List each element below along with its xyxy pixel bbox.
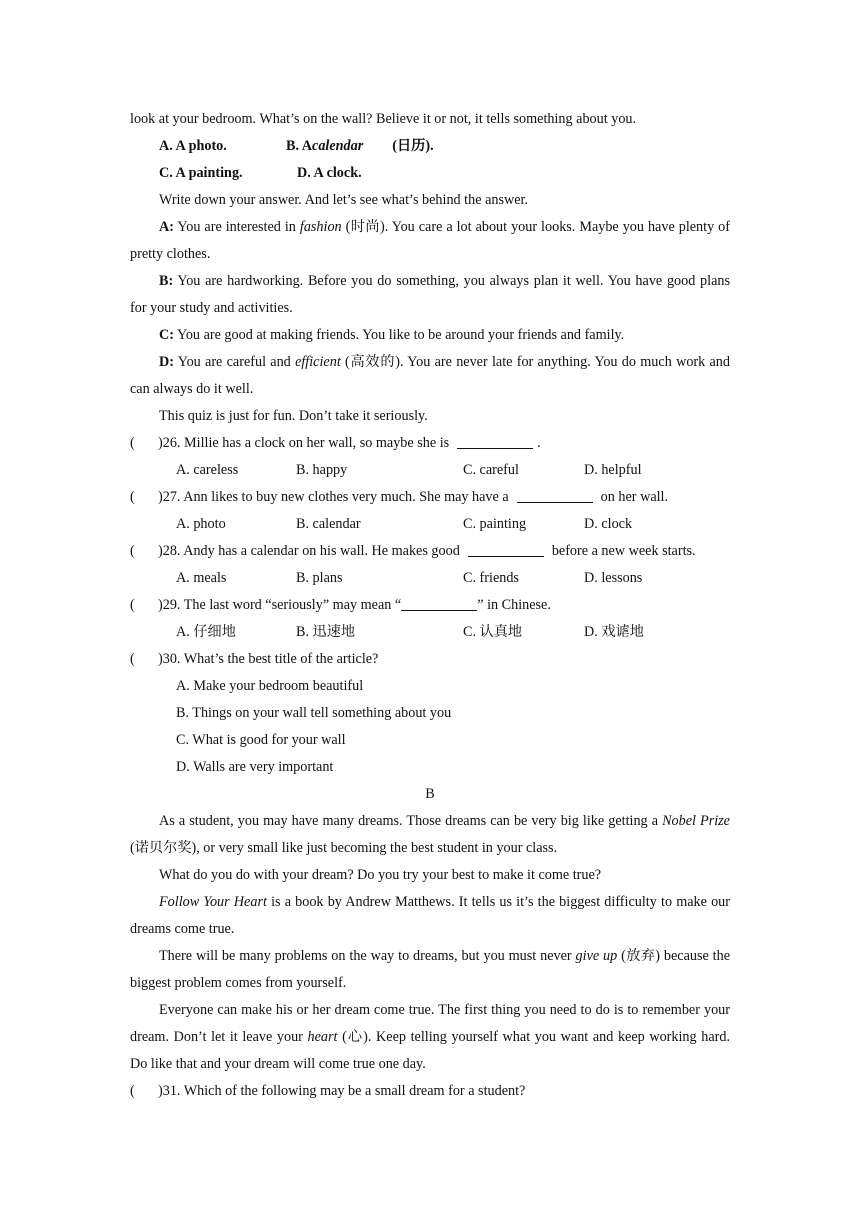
choice: C. 认真地 [463, 624, 523, 640]
answer-paren[interactable]: ( [130, 435, 135, 451]
answer-paren[interactable]: ( [130, 651, 135, 667]
section-b-paragraph-4: There will be many problems on the way to dreams, but you must never give up (放弃) because the biggest problem comes from yourself. [130, 948, 730, 991]
question-30-choice-c: C. What is good for your wall [176, 732, 346, 748]
question-30: ( )30. What’s the best title of the article? [130, 646, 730, 673]
document-page [130, 106, 730, 1105]
choice: A. photo [176, 516, 226, 532]
question-30-choice-d: D. Walls are very important [176, 759, 334, 775]
passage-line: look at your bedroom. What’s on the wall? Believe it or not, it tells something about you. [130, 111, 637, 127]
option-c: C. A painting. [159, 165, 243, 181]
question-28-choices [130, 565, 730, 592]
choice: D. 戏谑地 [584, 624, 644, 640]
choice: B. plans [296, 570, 343, 586]
question-28: ( )28. Andy has a calendar on his wall. He makes good before a new week starts. [130, 538, 730, 565]
option-d: D. A clock. [297, 165, 362, 181]
section-b-paragraph-3: Follow Your Heart is a book by Andrew Matthews. It tells us it’s the biggest difficulty to make our dreams come true. [130, 894, 730, 937]
question-30-choice-b: B. Things on your wall tell something about you [176, 705, 452, 721]
question-29-choices [130, 619, 730, 646]
answer-d-paragraph: D: You are careful and efficient (高效的). You are never late for anything. You do much work and can always do it well. [130, 354, 730, 397]
question-27: ( )27. Ann likes to buy new clothes very much. She may have a on her wall. [130, 484, 730, 511]
choice: D. clock [584, 516, 633, 532]
choice: C. friends [463, 570, 519, 586]
option-a: A. A photo. [159, 138, 227, 154]
answer-blank [468, 542, 544, 557]
answer-blank [401, 596, 477, 611]
choice: D. helpful [584, 462, 642, 478]
choice: A. meals [176, 570, 227, 586]
instruction-line: Write down your answer. And let’s see what’s behind the answer. [159, 192, 529, 208]
choice: A. 仔细地 [176, 624, 236, 640]
answer-a-paragraph: A: You are interested in fashion (时尚). You care a lot about your looks. Maybe you have plenty of pretty clothes. [130, 219, 730, 262]
question-31: ( )31. Which of the following may be a small dream for a student? [130, 1078, 730, 1105]
question-29: ( )29. The last word “seriously” may mean “ ” in Chinese. [130, 592, 730, 619]
answer-b-paragraph: B: You are hardworking. Before you do something, you always plan it well. You have good plans for your study and activities. [130, 273, 730, 316]
choice: B. 迅速地 [296, 624, 356, 640]
options-row-2 [130, 160, 730, 187]
section-b-paragraph-2: What do you do with your dream? Do you try your best to make it come true? [159, 867, 602, 883]
choice: B. calendar [296, 516, 361, 532]
answer-paren[interactable]: ( [130, 543, 135, 559]
question-30-choice-a: A. Make your bedroom beautiful [176, 678, 364, 694]
answer-blank [517, 488, 593, 503]
section-b-paragraph-5: Everyone can make his or her dream come true. The first thing you need to do is to remember your dream. Don’t let it leave your heart (心). Keep telling yourself what you want and keep working hard. Do like that and your dream will come true one day. [130, 1002, 730, 1072]
choice: C. careful [463, 462, 519, 478]
answer-blank [457, 434, 533, 449]
choice: D. lessons [584, 570, 643, 586]
question-27-choices [130, 511, 730, 538]
question-26: ( )26. Millie has a clock on her wall, so maybe she is . [130, 430, 730, 457]
answer-c-paragraph: C: You are good at making friends. You like to be around your friends and family. [159, 327, 625, 343]
answer-paren[interactable]: ( [130, 1083, 135, 1099]
question-26-choices [130, 457, 730, 484]
answer-paren[interactable]: ( [130, 489, 135, 505]
section-b-paragraph-1: As a student, you may have many dreams. Those dreams can be very big like getting a Nobel Prize (诺贝尔奖), or very small like just becoming the best student in your class. [130, 813, 730, 856]
options-row-1 [130, 133, 730, 160]
option-b: B. Acalendar(日历). [286, 138, 434, 154]
choice: C. painting [463, 516, 527, 532]
choice: A. careless [176, 462, 239, 478]
answer-paren[interactable]: ( [130, 597, 135, 613]
section-heading: B [425, 786, 435, 802]
choice: B. happy [296, 462, 348, 478]
quiz-note: This quiz is just for fun. Don’t take it seriously. [159, 408, 428, 424]
